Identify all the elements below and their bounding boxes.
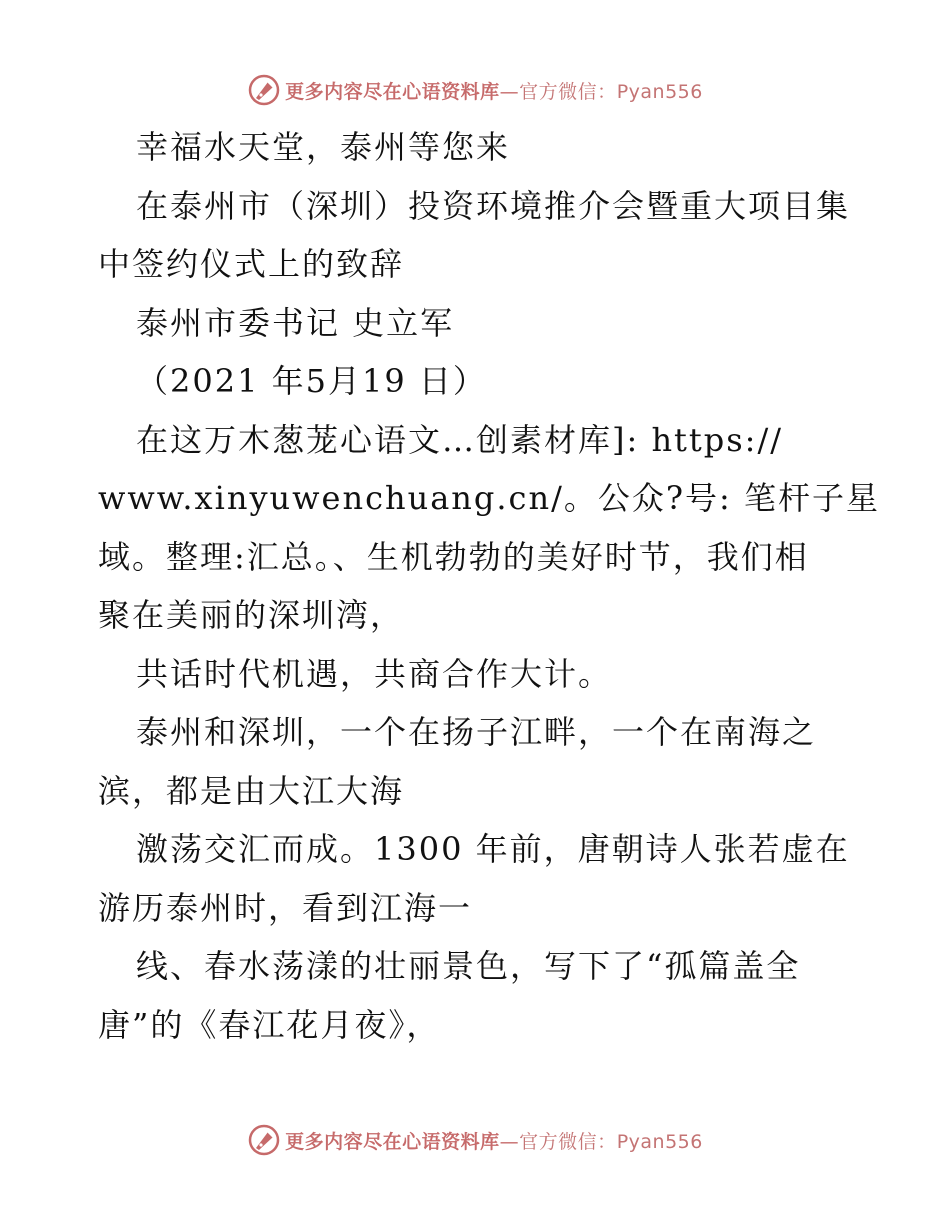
watermark-text: [285, 1127, 703, 1154]
watermark-wechat-id: Pyan556: [616, 1130, 703, 1153]
watermark-wechat-label: 官方微信：: [519, 80, 617, 103]
watermark-wechat-label: 官方微信：: [519, 1130, 617, 1153]
doc-title: 幸福水天堂，泰州等您来: [136, 128, 511, 166]
watermark-text: [285, 77, 703, 104]
watermark-wechat-id: Pyan556: [616, 80, 703, 103]
paragraph-line: 在这万木葱茏心语文…创素材库]: https://: [136, 420, 784, 459]
document-body: [98, 118, 880, 1054]
doc-subtitle-line-1: 在泰州市（深圳）投资环境推介会暨重大项目集: [136, 186, 851, 225]
doc-author: 泰州市委书记 史立军: [136, 303, 455, 342]
paragraph-line: 聚在美丽的深圳湾，: [98, 596, 405, 634]
watermark-dash: —: [499, 1130, 520, 1153]
pen-nib-logo-icon: [247, 1123, 281, 1157]
paragraph-line: www.xinyuwenchuang.cn/。公众?号: 笔杆子星: [98, 479, 880, 517]
paragraph-line: 线、春水荡漾的壮丽景色，写下了“孤篇盖全: [136, 947, 801, 985]
pen-nib-logo-icon: [247, 73, 281, 107]
paragraph-line: 泰州和深圳，一个在扬子江畔，一个在南海之: [136, 713, 817, 751]
paragraph-line: 共话时代机遇，共商合作大计。: [136, 654, 613, 693]
paragraph-line: 唐”的《春江花月夜》，: [98, 1005, 441, 1044]
watermark-brand: 更多内容尽在心语资料库: [285, 1130, 500, 1153]
paragraph-line: 游历泰州时，看到江海一: [98, 888, 473, 927]
doc-subtitle-line-2: 中签约仪式上的致辞: [98, 245, 405, 283]
header-watermark: [0, 70, 950, 110]
doc-date: （2021 年5月19 日）: [136, 362, 487, 400]
footer-watermark: [0, 1120, 950, 1160]
paragraph-line: 滨，都是由大江大海: [98, 771, 405, 810]
watermark-brand: 更多内容尽在心语资料库: [285, 80, 500, 103]
paragraph-line: 域。整理:汇总。、生机勃勃的美好时节，我们相: [98, 537, 809, 576]
watermark-dash: —: [499, 80, 520, 103]
paragraph-line: 激荡交汇而成。1300 年前，唐朝诗人张若虚在: [136, 830, 850, 868]
